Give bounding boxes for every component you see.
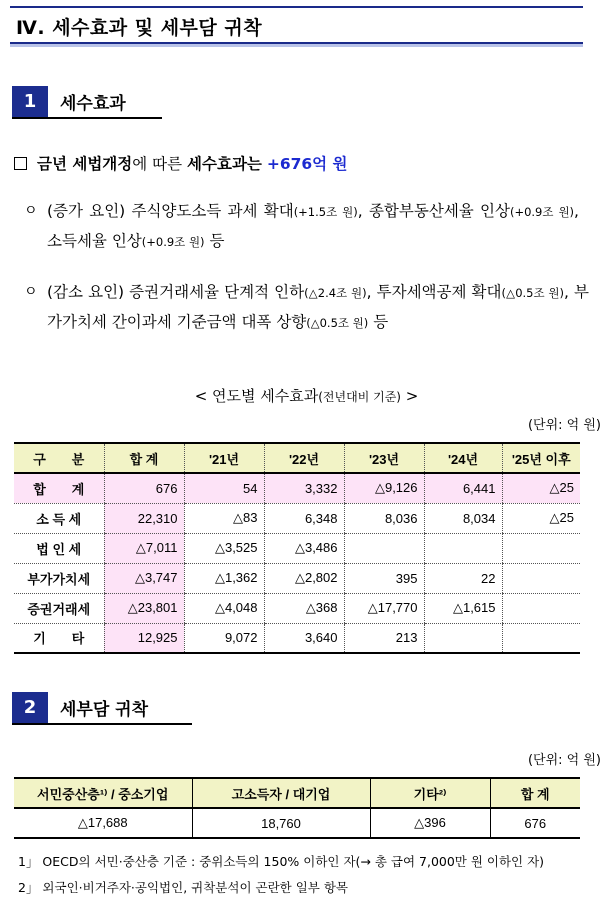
table-cell: 12,925 (104, 623, 184, 653)
table-cell (502, 563, 580, 593)
bullet-text: , 투자세액공제 확대 (366, 283, 502, 301)
footnote-2: 2」 외국인·비거주자·공익법인, 귀착분석이 곤란한 일부 항목 (18, 880, 348, 895)
footnote-1: 1」 OECD의 서민·중산층 기준 : 중위소득의 150% 이하인 자(→ 총 급여 7,000만 원 이하인 자) (18, 854, 545, 869)
table-cell: 3,332 (264, 473, 344, 503)
header-category: 구 분 (14, 443, 104, 473)
table-cell (502, 533, 580, 563)
table-cell: △3,747 (104, 563, 184, 593)
table-cell (502, 623, 580, 653)
bullet-amount: (+0.9조 원) (509, 205, 575, 219)
caption-main: < 연도별 세수효과 (194, 387, 319, 405)
header-2022: '22년 (264, 443, 344, 473)
table-cell: △4,048 (184, 593, 264, 623)
main-prefix: 금년 (37, 155, 73, 173)
section-1-title: 세수효과 (60, 94, 126, 114)
table-cell (502, 593, 580, 623)
table-header-row (14, 443, 580, 473)
section-2-header (12, 692, 192, 724)
table-row (14, 593, 580, 623)
bullet-amount: (+0.9조 원) (141, 235, 205, 249)
caption-small: (전년대비 기준) (318, 390, 401, 404)
table-cell: △3,486 (264, 533, 344, 563)
table-cell: 3,640 (264, 623, 344, 653)
table-cell: 54 (184, 473, 264, 503)
section-1-number: 1 (12, 86, 48, 118)
table-cell: △1,615 (424, 593, 502, 623)
section-2-number: 2 (12, 692, 48, 724)
table-cell: △1,362 (184, 563, 264, 593)
main-amount: +676억 원 (266, 155, 348, 173)
bullet-text: (증가 요인) 주식양도소득 과세 확대 (47, 202, 294, 220)
page-title: Ⅳ. 세수효과 및 세부담 귀착 (16, 17, 263, 39)
bullet-text: , 부가가치세 간이과세 기준금액 대폭 상향 (47, 283, 590, 331)
table-row (14, 623, 580, 653)
table-cell: △7,011 (104, 533, 184, 563)
row-label: 부가가치세 (14, 563, 104, 593)
table-cell: △2,802 (264, 563, 344, 593)
row-label: 법 인 세 (14, 533, 104, 563)
table-cell: 22 (424, 563, 502, 593)
table-caption (0, 385, 613, 406)
header-high-income: 고소득자 / 대기업 (192, 778, 370, 808)
bullet-amount: (△0.5조 원) (306, 316, 369, 330)
table-cell: 213 (344, 623, 424, 653)
caption-end: > (400, 387, 419, 405)
bullet-text: 등 (368, 313, 389, 331)
table-cell: 676 (490, 808, 580, 838)
bullet-increase (24, 197, 589, 257)
bullet-text: (감소 요인) 증권거래세율 단계적 인하 (47, 283, 305, 301)
unit-label-2: (단위: 억 원) (527, 753, 601, 768)
title-bar (10, 6, 583, 44)
main-mid: 에 따른 (132, 155, 188, 173)
yearly-tax-effect-table (14, 442, 580, 654)
header-2024: '24년 (424, 443, 502, 473)
table-cell: △23,801 (104, 593, 184, 623)
table-cell: △9,126 (344, 473, 424, 503)
bullet-text: , 소득세율 인상 (47, 202, 579, 250)
bullet-mark-icon: ㅇ (24, 203, 38, 219)
table-cell (344, 533, 424, 563)
table-cell: 8,036 (344, 503, 424, 533)
table-cell: 6,348 (264, 503, 344, 533)
table-cell: △368 (264, 593, 344, 623)
table-row (14, 563, 580, 593)
table-row (14, 533, 580, 563)
table-cell: △17,688 (14, 808, 192, 838)
main-summary-line (14, 152, 348, 174)
row-label: 기 타 (14, 623, 104, 653)
header-other: 기타²⁾ (370, 778, 490, 808)
section-1-header (12, 86, 162, 118)
table-row (14, 503, 580, 533)
table-cell (424, 623, 502, 653)
header-2021: '21년 (184, 443, 264, 473)
bullet-amount: (+1.5조 원) (293, 205, 358, 219)
table-cell: 6,441 (424, 473, 502, 503)
header-2025-after: '25년 이후 (502, 443, 580, 473)
table-cell: △83 (184, 503, 264, 533)
table-cell: 676 (104, 473, 184, 503)
bullet-mark-icon: ㅇ (24, 284, 38, 300)
table-cell (424, 533, 502, 563)
bullet-amount: (△2.4조 원) (304, 286, 367, 300)
table-cell: △3,525 (184, 533, 264, 563)
table-cell: 395 (344, 563, 424, 593)
table-row-total (14, 473, 580, 503)
table-cell: 8,034 (424, 503, 502, 533)
row-label: 증권거래세 (14, 593, 104, 623)
table-cell: △25 (502, 473, 580, 503)
row-label: 합 계 (14, 473, 104, 503)
row-label: 소 득 세 (14, 503, 104, 533)
table-cell: 18,760 (192, 808, 370, 838)
table-cell: △17,770 (344, 593, 424, 623)
table-row (14, 808, 580, 838)
table-cell: 9,072 (184, 623, 264, 653)
section-2-underline (12, 723, 192, 725)
bullet-decrease (24, 278, 589, 338)
tax-burden-incidence-table (14, 777, 580, 839)
header-total: 합 계 (490, 778, 580, 808)
bullet-amount: (△0.5조 원) (501, 286, 565, 300)
main-bold-2: 세수효과는 (187, 155, 262, 173)
header-total: 합 계 (104, 443, 184, 473)
unit-label-1: (단위: 억 원) (527, 418, 601, 433)
table-cell: 22,310 (104, 503, 184, 533)
header-middle-class: 서민중산층¹⁾ / 중소기업 (14, 778, 192, 808)
section-1-underline (12, 117, 162, 119)
table-header-row (14, 778, 580, 808)
table-cell: △25 (502, 503, 580, 533)
header-2023: '23년 (344, 443, 424, 473)
bullet-text: , 종합부동산세율 인상 (357, 202, 510, 220)
table-cell: △396 (370, 808, 490, 838)
section-2-title: 세부담 귀착 (60, 700, 149, 720)
main-bold-1: 세법개정 (72, 155, 133, 173)
bullet-text: 등 (204, 232, 225, 250)
checkbox-square-icon (14, 157, 27, 170)
